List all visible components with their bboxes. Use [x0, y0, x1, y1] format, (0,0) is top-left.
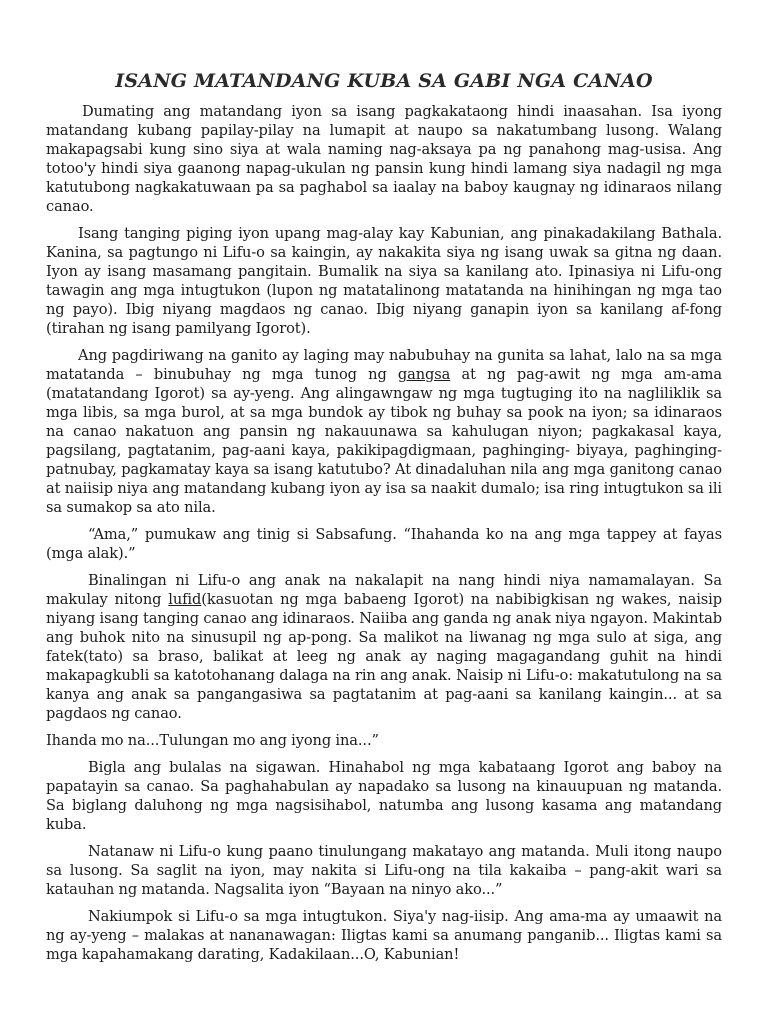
paragraph-5-text-end: (kasuotan ng mga babaeng Igorot) na nabibigkisan ng wakes, naisip niyang isang tanging canao ang idinaraos. Naiiba ang ganda ng anak niya ngayon. Makintab ang buhok nito na sinusupil ng ap-pong. Sa malikot na liwanag ng mga sulo at siga, ang fatek(tato) sa braso, balikat at leeg ng anak ay naging magagandang guhit na hindi makapagkubli sa katotohanang dalaga na rin ang anak. Naisip ni Lifu-o: makatutulong na sa kanya ang anak sa pangangasiwa sa pagtatanim at pag-aani sa kanilang kaingin... at sa pagdaos ng canao.: [46, 591, 722, 722]
paragraph-4: “Ama,” pumukaw ang tinig si Sabsafung. “Ihahanda ko na ang mga tappey at fayas (mga alak).”: [46, 526, 722, 562]
paragraph-1: Dumating ang matandang iyon sa isang pagkakataong hindi inaasahan. Isa iyong matandang kubang papilay-pilay na lumapit at naupo sa nakatumbang lusong. Walang makapagsabi kung sino siya at wala naming nag-aksaya pa ng panahong mag-usisa. Ang totoo'y hindi siya gaanong napag-ukulan ng pansin kung hindi lamang siya nadagil ng mga katutubong nagkakatuwaan pa sa paghabol sa iaalay na baboy kaugnay ng idinaraos nilang canao.: [46, 103, 722, 215]
paragraph-8: Natanaw ni Lifu-o kung paano tinulungang makatayo ang matanda. Muli itong naupo sa lusong. Sa saglit na iyon, may nakita si Lifu-ong na tila kakaiba – pang-akit wari sa katauhan ng matanda. Nagsalita iyon “Bayaan na ninyo ako...”: [46, 843, 722, 898]
paragraph-2: Isang tanging piging iyon upang mag-alay kay Kabunian, ang pinakadakilang Bathala. Kanina, sa pagtungo ni Lifu-o sa kaingin, ay nakakita siya ng isang uwak sa gitna ng daan. Iyon ay isang masamang pangitain. Bumalik na siya sa kanilang ato. Ipinasiya ni Lifu-ong tawagin ang mga intugtukon (lupon ng matatalinong matatanda na hinihingan ng mga tao ng payo). Ibig niyang magdaos ng canao. Ibig niyang ganapin iyon sa kanilang af-fong (tirahan ng isang pamilyang Igorot).: [46, 225, 722, 337]
paragraph-3-text-end: at ng pag-awit ng mga am-ama (matatandang Igorot) sa ay-yeng. Ang alingawngaw ng mga tugtuging ito na nagliliklik sa mga libis, sa mga burol, at sa mga bundok ay tibok ng buhay sa pook na iyon; sa idinaraos na canao nakatuon ang pansin ng nakauunawa sa kahulugan niyon; pagkakasal kaya, pagsilang, pagtatanim, pag-aani kaya, pakikipagdigmaan, paghinging- biyaya, paghinging-patnubay, pagkamatay kaya sa isang katutubo? At dinadaluhan nila ang mga ganitong canao at naiisip niya ang matandang kubang iyon ay isa sa naakit dumalo; isa ring intugtukon sa ili sa sumakop sa ato nila.: [46, 366, 722, 516]
paragraph-5: [46, 571, 722, 723]
paragraph-5-text-start: Binalingan ni Lifu-o ang anak na nakalapit na nang hindi niya namamalayan. Sa makulay nitong: [46, 572, 722, 608]
paragraph-7: Bigla ang bulalas na sigawan. Hinahabol ng mga kabataang Igorot ang baboy na papatayin sa canao. Sa paghahabulan ay napadako sa lusong na kinauupuan ng matanda. Sa biglang daluhong ng mga nagsisihabol, natumba ang lusong kasama ang matandang kuba.: [46, 759, 722, 833]
paragraph-9: Nakiumpok si Lifu-o sa mga intugtukon. Siya'y nag-iisip. Ang ama-ma ay umaawit na ng ay-yeng – malakas at nananawagan: Iligtas kami sa anumang panganib... Iligtas kami sa mga kapahamakang darating, Kadakilaan...O, Kabunian!: [46, 908, 722, 963]
paragraph-3-text-start: Ang pagdiriwang na ganito ay laging may nabubuhay na gunita sa lahat, lalo na sa mga matatanda – binubuhay ng mga tunog ng: [46, 347, 722, 383]
paragraph-6: Ihanda mo na...Tulungan mo ang iyong ina...”: [46, 732, 379, 749]
underlined-term-lufid: lufid: [168, 591, 202, 608]
document-page: [46, 70, 722, 972]
underlined-term-gangsa: gangsa: [397, 366, 451, 383]
document-title: ISANG MATANDANG KUBA SA GABI NGA CANAO: [115, 70, 653, 92]
paragraph-3: [46, 346, 722, 517]
